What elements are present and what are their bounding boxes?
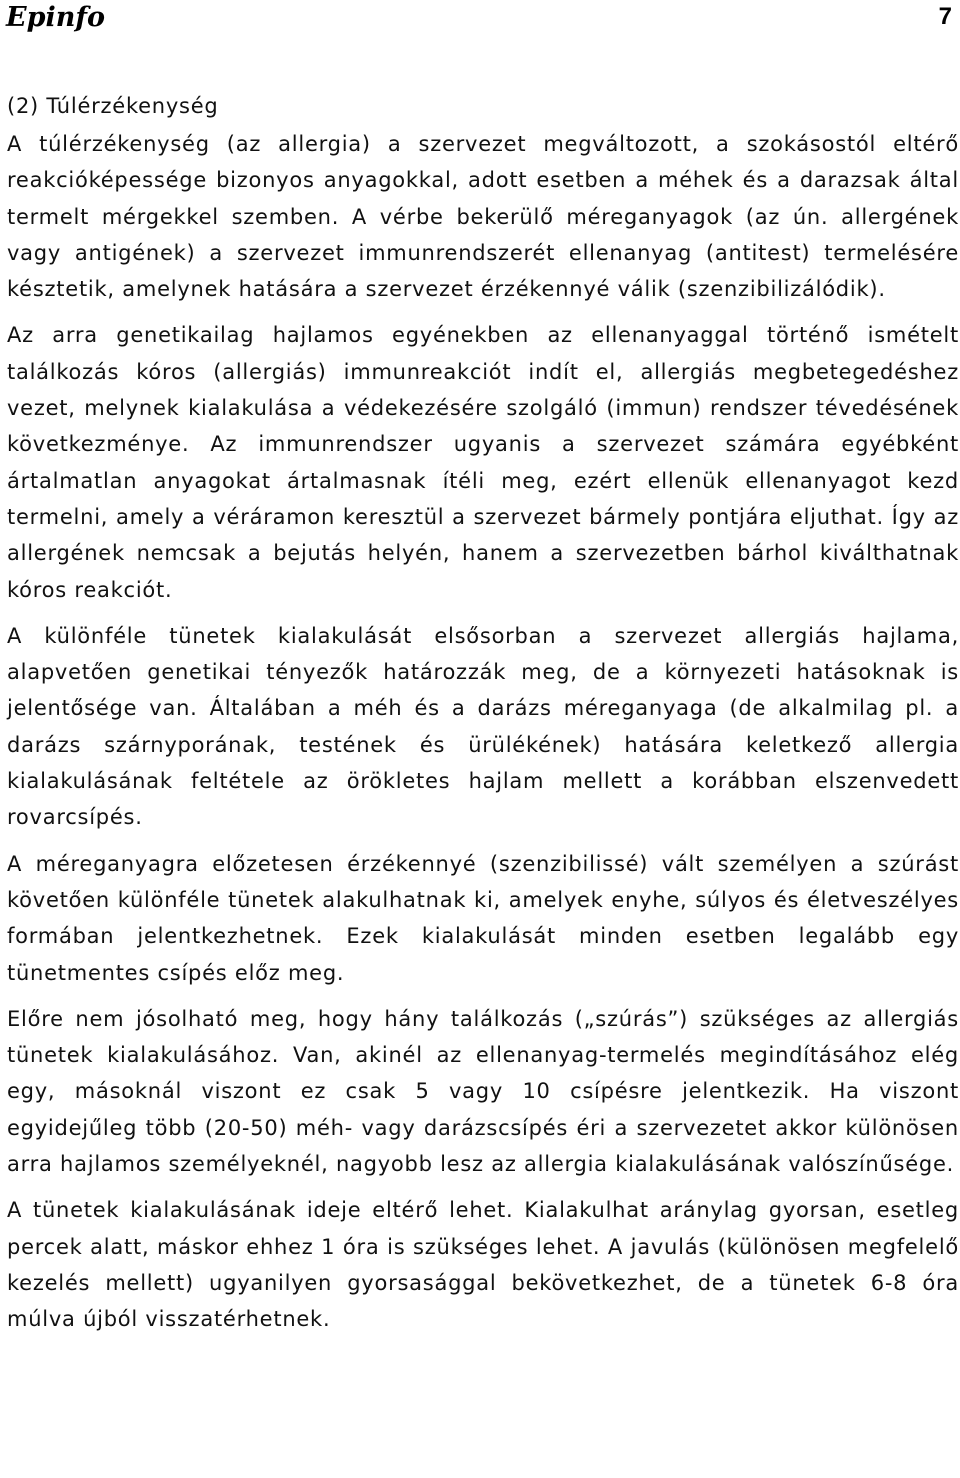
- brand-logo: Epinfo: [6, 2, 105, 33]
- paragraph-immune-reaction: Az arra genetikailag hajlamos egyénekben az ellenanyaggal történő ismételt találkozás kóros (allergiás) immunreakciót indít el, allergiás megbetegedéshez vezet, melynek kialakulása a védekezésére szolgáló (immun) rendszer tévedésének következménye. Az immunrendszer ugyanis a szervezet számára egyébként ártalmatlan anyagokat ártalmasnak ítéli meg, ezért ellenük ellenanyagot kezd termelni, amely a véráramon keresztül a szervezet bármely pontjára eljuthat. Így az allergének nemcsak a bejutás helyén, hanem a szervezetben bárhol kiválthatnak kóros reakciót.: [7, 323, 959, 602]
- document-body: [7, 86, 959, 1338]
- page-number: 7: [938, 3, 952, 30]
- paragraph-symptom-factors: A különféle tünetek kialakulását elsősorban a szervezet allergiás hajlama, alapvetően genetikai tényezők határozzák meg, de a környezeti hatásoknak is jelentősége van. Általában a méh és a darázs méreganyaga (de alkalmilag pl. a darázs szárnyporának, testének és ürülékének) hatására keletkező allergia kialakulásának feltétele az örökletes hajlam mellett a korábban elszenvedett rovarcsípés.: [7, 623, 959, 830]
- paragraph-hypersensitivity-definition: A túlérzékenység (az allergia) a szervezet megváltozott, a szokásostól eltérő reakcióképessége bizonyos anyagokkal, adott esetben a méhek és a darazsak által termelt mérgekkel szemben. A vérbe bekerülő méreganyagok (az ún. allergének vagy antigének) a szervezet immunrendszerét ellenanyag (antitest) termelésére késztetik, amelynek hatására a szervezet érzékennyé válik (szenzibilizálódik).: [7, 132, 959, 302]
- page-header: [6, 0, 952, 40]
- paragraph-sensitized-person: A méreganyagra előzetesen érzékennyé (szenzibilissé) vált személyen a szúrást követően különféle tünetek alakulhatnak ki, amelyek enyhe, súlyos és életveszélyes formában jelentkezhetnek. Ezek kialakulását minden esetben legalább egy tünetmentes csípés előz meg.: [7, 851, 959, 985]
- section-title: (2) Túlérzékenység: [7, 94, 219, 118]
- paragraph-sting-count: Előre nem jósolható meg, hogy hány találkozás („szúrás”) szükséges az allergiás tünetek kialakulásához. Van, akinél az ellenanyag-termelés megindításához elég egy, másoknál viszont ez csak 5 vagy 10 csípésre jelentkezik. Ha viszont egyidejűleg több (20-50) méh- vagy darázscsípés éri a szervezetet akkor különösen arra hajlamos személyeknél, nagyobb lesz az allergia kialakulásának valószínűsége.: [7, 1006, 959, 1177]
- paragraph-symptom-timing: A tünetek kialakulásának ideje eltérő lehet. Kialakulhat aránylag gyorsan, esetleg percek alatt, máskor ehhez 1 óra is szükséges lehet. A javulás (különösen megfelelő kezelés mellett) ugyanilyen gyorsasággal bekövetkezhet, de a tünetek 6-8 óra múlva újból visszatérhetnek.: [7, 1198, 959, 1332]
